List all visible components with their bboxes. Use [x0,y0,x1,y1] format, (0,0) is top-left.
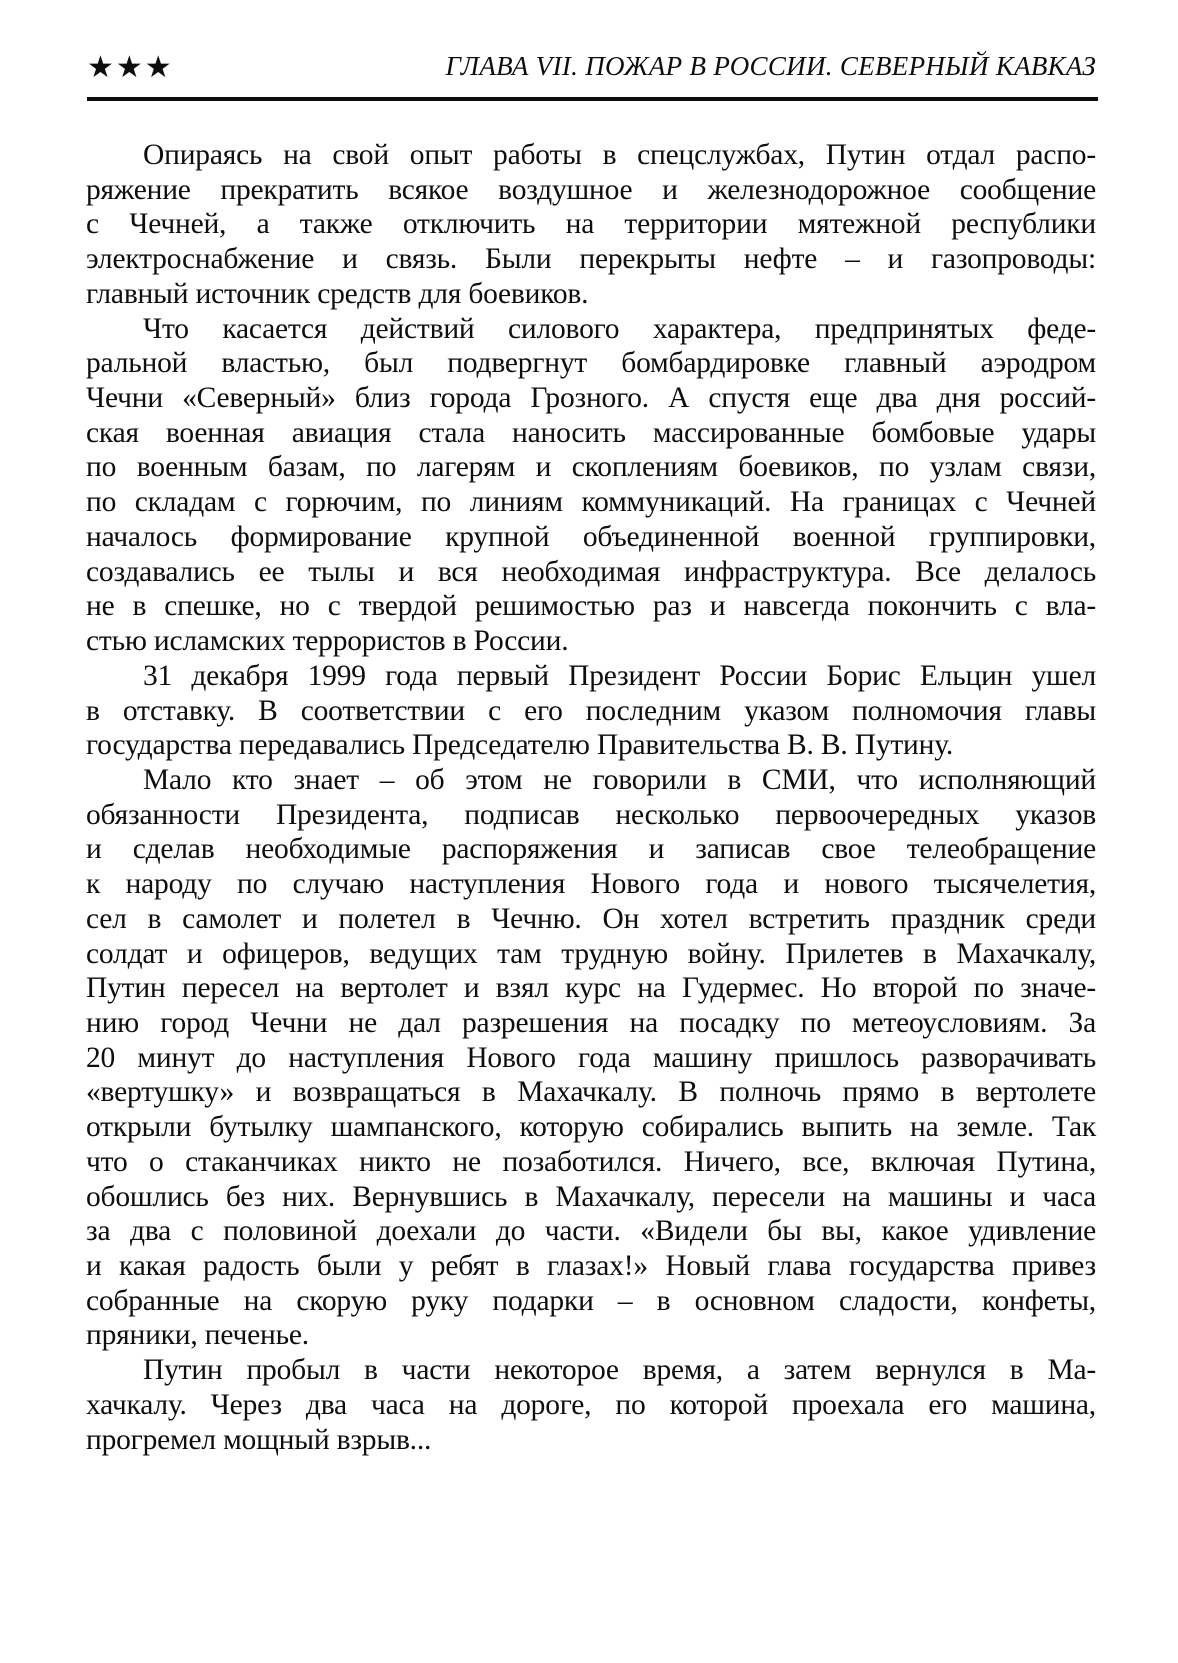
text-line: за два с половиной доехали до части. «Видели бы вы, какое удивление [86,1215,1096,1248]
paragraph [86,1353,1096,1457]
text-line: что о стаканчиках никто не позаботился. Ничего, все, включая Путина, [86,1145,1096,1178]
text-block [86,138,1096,1457]
text-line: главный источник средств для боевиков. [86,277,589,310]
chapter-stars-icon: ★★★ [87,50,174,85]
text-line: Путин пробыл в части некоторое время, а затем вернулся в Ма- [143,1354,1096,1387]
text-line: создавались ее тылы и вся необходимая инфраструктура. Все делалось [86,555,1096,588]
text-line: 31 декабря 1999 года первый Президент России Борис Ельцин ушел [143,659,1096,692]
paragraph [86,312,1096,659]
text-line: Что касается действий силового характера, предпринятых феде- [143,312,1096,345]
text-line: ряжение прекратить всякое воздушное и железнодорожное сообщение [86,173,1096,206]
text-line: прогремел мощный взрыв... [86,1423,432,1456]
text-line: по складам с горючим, по линиям коммуникаций. На границах с Чечней [86,486,1096,519]
text-line: солдат и офицеров, ведущих там трудную войну. Прилетев в Махачкалу, [86,937,1096,970]
text-line: открыли бутылку шампанского, которую собирались выпить на земле. Так [86,1111,1096,1144]
text-line: ральной властью, был подвергнут бомбардировке главный аэродром [86,347,1096,380]
text-line: и какая радость были у ребят в глазах!» Новый глава государства привез [86,1250,1096,1282]
text-line: Путин пересел на вертолет и взял курс на Гудермес. Но второй по значе- [86,972,1096,1005]
text-line: хачкалу. Через два часа на дороге, по которой проехала его машина, [86,1388,1096,1421]
text-line: в отставку. В соответствии с его последним указом полномочия главы [86,694,1096,727]
text-line: электроснабжение и связь. Были перекрыты нефте – и газопроводы: [86,243,1096,276]
text-line: и сделав необходимые распоряжения и записав свое телеобращение [86,833,1096,866]
paragraph [86,763,1096,1353]
text-line: Чечни «Северный» близ города Грозного. А спустя еще два дня россий- [86,382,1096,415]
text-line: 20 минут до наступления Нового года машину пришлось разворачивать [86,1041,1096,1074]
text-line: «вертушку» и возвращаться в Махачкалу. В полночь прямо в вертолете [86,1076,1096,1109]
text-line: ская военная авиация стала наносить массированные бомбовые удары [86,416,1096,449]
text-line: сел в самолет и полетел в Чечню. Он хотел встретить праздник среди [86,902,1096,935]
paragraph [86,659,1096,763]
text-line: стью исламских террористов в России. [86,625,569,658]
text-line: не в спешке, но с твердой решимостью раз и навсегда покончить с вла- [86,590,1096,623]
page-header [87,50,1096,85]
text-line: по военным базам, по лагерям и скоплениям боевиков, по узлам связи, [86,451,1096,484]
text-line: к народу по случаю наступления Нового года и нового тысячелетия, [86,868,1096,901]
text-line: обязанности Президента, подписав несколько первоочередных указов [86,798,1096,831]
text-line: обошлись без них. Вернувшись в Махачкалу, пересели на машины и часа [86,1180,1096,1213]
paragraph [86,138,1096,312]
running-title: ГЛАВА VII. ПОЖАР В РОССИИ. СЕВЕРНЫЙ КАВКАЗ [445,51,1096,81]
text-line: с Чечней, а также отключить на территории мятежной республики [86,208,1096,241]
header-rule [87,97,1098,101]
text-line: началось формирование крупной объединенной военной группировки, [86,520,1096,553]
text-line: государства передавались Председателю Правительства В. В. Путину. [86,729,954,762]
text-line: пряники, печенье. [86,1319,309,1352]
text-line: собранные на скорую руку подарки – в основном сладости, конфеты, [86,1284,1096,1317]
text-line: Опираясь на свой опыт работы в спецслужбах, Путин отдал распо- [143,139,1096,171]
text-line: нию город Чечни не дал разрешения на посадку по метеоусловиям. За [86,1006,1096,1039]
text-line: Мало кто знает – об этом не говорили в СМИ, что исполняющий [143,763,1096,796]
